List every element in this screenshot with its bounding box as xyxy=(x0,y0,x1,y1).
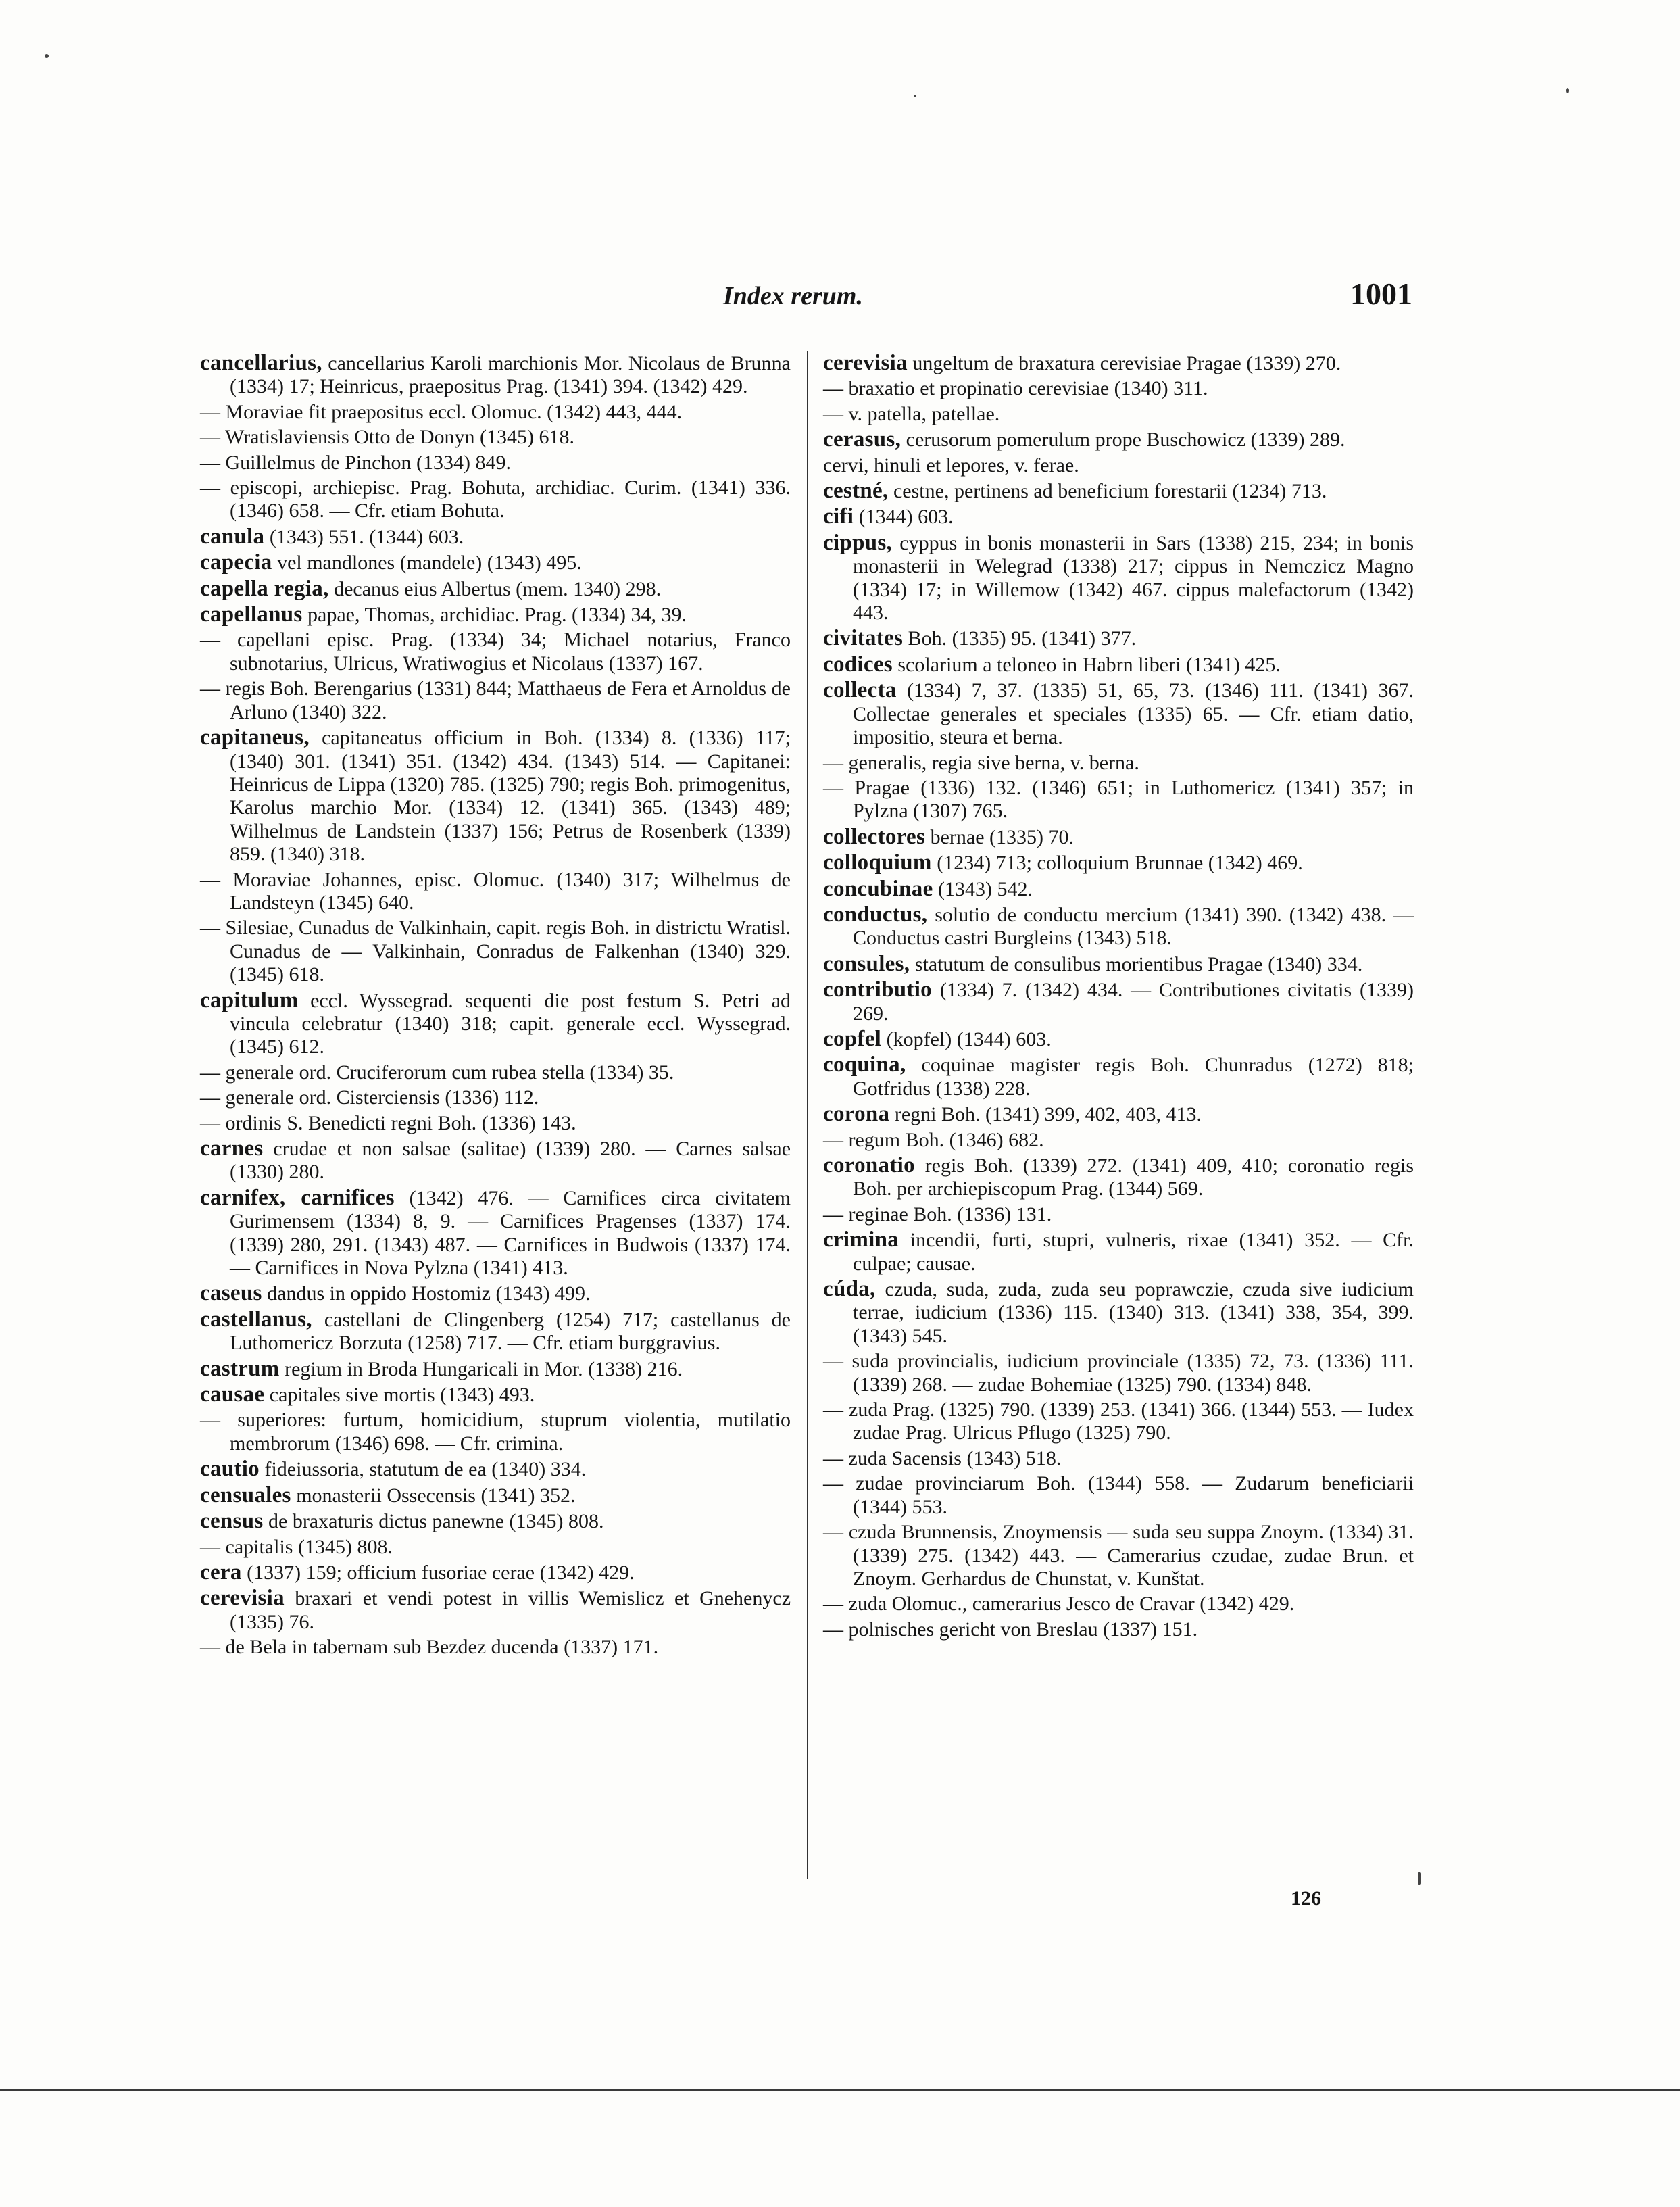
index-entry-text: — capellani episc. Prag. (1334) 34; Michael notarius, Franco subnotarius, Ulricus, Wratiwogius et Nicolaus (1337) 167. xyxy=(200,629,791,675)
index-entry xyxy=(823,1278,1414,1348)
index-entry xyxy=(823,1350,1414,1397)
index-entry-text: (1344) 603. xyxy=(858,506,954,529)
index-entry-text: — suda provincialis, iudicium provinciale (1335) 72, 73. (1336) 111. (1339) 268. — zudae Bohemiae (1325) 790. (1334) 848. xyxy=(823,1350,1414,1396)
index-entry xyxy=(823,752,1414,775)
index-entry xyxy=(200,1509,791,1533)
index-entry-text: fideiussoria, statutum de ea (1340) 334. xyxy=(264,1458,587,1481)
index-lemma: coronatio xyxy=(823,1153,915,1178)
index-entry-text: bernae (1335) 70. xyxy=(930,825,1074,848)
index-entry xyxy=(823,1027,1414,1051)
index-entry-text: Boh. (1335) 95. (1341) 377. xyxy=(908,627,1137,650)
index-entry xyxy=(200,1586,791,1634)
index-entry xyxy=(200,1484,791,1507)
index-lemma: civitates xyxy=(823,626,904,651)
index-entry-text: czuda, suda, zuda, zuda seu poprawczie, czuda sive iudicium terrae, iudicium (1336) 115. (1340) 313. (1341) 338, 354, 399. (1343) 545. xyxy=(853,1278,1414,1347)
index-entry-text: castellani de Clingenberg (1254) 717; castellanus de Luthomericz Borzuta (1258) 717. — Cfr. etiam burggravius. xyxy=(230,1308,791,1355)
index-entry xyxy=(823,351,1414,375)
index-entry-text: — ordinis S. Benedicti regni Boh. (1336) 143. xyxy=(200,1111,576,1134)
index-entry-text: de braxaturis dictus panewne (1345) 808. xyxy=(268,1510,604,1533)
index-entry xyxy=(823,1593,1414,1616)
index-entry-text: scolarium a teloneo in Habrn liberi (1341) 425. xyxy=(897,653,1281,676)
index-lemma: collecta xyxy=(823,678,897,703)
ink-speck xyxy=(914,95,916,97)
index-lemma: carnes xyxy=(200,1136,264,1161)
index-lemma: contributio xyxy=(823,977,932,1002)
index-entry xyxy=(200,1357,791,1381)
index-entry xyxy=(200,603,791,627)
index-lemma: censuales xyxy=(200,1482,291,1507)
index-entry xyxy=(823,777,1414,823)
index-lemma: copfel xyxy=(823,1026,882,1051)
index-lemma: cippus, xyxy=(823,530,893,555)
index-entry xyxy=(823,1203,1414,1226)
index-entry-text: braxari et vendi potest in villis Wemislicz et Gnehenycz (1335) 76. xyxy=(230,1587,791,1633)
index-lemma: cera xyxy=(200,1559,242,1584)
index-lemma: causae xyxy=(200,1382,265,1407)
index-entry xyxy=(200,1282,791,1305)
index-entry xyxy=(200,1061,791,1084)
index-lemma: concubinae xyxy=(823,876,933,901)
index-entry xyxy=(200,577,791,601)
index-lemma: castrum xyxy=(200,1356,280,1381)
index-entry-text: papae, Thomas, archidiac. Prag. (1334) 34, 39. xyxy=(307,604,687,627)
index-entry xyxy=(823,1521,1414,1591)
index-entry xyxy=(823,1618,1414,1641)
index-entry xyxy=(823,1228,1414,1276)
index-entry-text: — de Bela in tabernam sub Bezdez ducenda (1337) 171. xyxy=(200,1636,659,1659)
index-entry-text: (1343) 542. xyxy=(938,877,1033,900)
index-entry xyxy=(200,426,791,449)
index-entry-text: regium in Broda Hungaricali in Mor. (1338) 216. xyxy=(285,1357,683,1380)
index-entry-text: — Guillelmus de Pinchon (1334) 849. xyxy=(200,451,511,474)
page-edge-line xyxy=(0,2089,1680,2091)
index-lemma: cerasus, xyxy=(823,427,901,452)
index-entry xyxy=(823,627,1414,650)
signature-mark: 126 xyxy=(1291,1887,1321,1910)
index-entry xyxy=(200,477,791,523)
index-entry xyxy=(200,1536,791,1559)
index-lemma: coquina, xyxy=(823,1052,906,1077)
index-entry xyxy=(823,679,1414,749)
index-entry xyxy=(200,677,791,724)
index-entry-text: — v. patella, patellae. xyxy=(823,402,1000,425)
index-entry xyxy=(200,629,791,675)
index-entry-text: — generalis, regia sive berna, v. berna. xyxy=(823,751,1139,774)
index-lemma: capella regia, xyxy=(200,576,329,601)
index-entry-text: — zuda Prag. (1325) 790. (1339) 253. (1341) 366. (1344) 553. — Iudex zudae Prag. Ulricus Pflugo (1325) 790. xyxy=(823,1399,1414,1445)
index-entry xyxy=(200,351,791,399)
index-entry-text: — Moraviae fit praepositus eccl. Olomuc. (1342) 443, 444. xyxy=(200,400,683,423)
index-entry-text: — czuda Brunnensis, Znoymensis — suda seu suppa Znoym. (1334) 31. (1339) 275. (1342) 443. — Camerarius czudae, zudae Brun. et Znoym. Gerhardus de Chunstat, v. Kunštat. xyxy=(823,1521,1414,1590)
index-lemma: caseus xyxy=(200,1281,262,1306)
index-entry-text: ungeltum de braxatura cerevisiae Pragae (1339) 270. xyxy=(912,352,1341,374)
page-number: 1001 xyxy=(1350,276,1412,311)
index-entry xyxy=(823,479,1414,503)
index-lemma: collectores xyxy=(823,824,926,849)
index-lemma: cerevisia xyxy=(823,351,908,375)
index-entry-text: cervi, hinuli et lepores, v. ferae. xyxy=(823,454,1079,477)
index-entry-text: statutum de consulibus morientibus Pragae (1340) 334. xyxy=(914,952,1363,975)
index-entry xyxy=(200,525,791,549)
index-entry xyxy=(200,869,791,915)
index-lemma: crimina xyxy=(823,1228,899,1253)
index-lemma: capecia xyxy=(200,550,272,575)
index-entry xyxy=(200,917,791,986)
index-entry-text: dandus in oppido Hostomiz (1343) 499. xyxy=(267,1282,591,1305)
index-entry xyxy=(200,1636,791,1659)
index-entry-text: capitaneatus officium in Boh. (1334) 8. (1336) 117; (1340) 301. (1341) 351. (1342) 434. (1343) 514. — Capitanei: Heinricus de Lippa (1320) 785. (1325) 790; regis Boh. primogenitus, Karolus marchio Mor. (1334) 12. (1341) 365. (1343) 489; Wilhelmus de Landstein (1337) 156; Petrus de Rosenberk (1339) 859. (1340) 318. xyxy=(230,727,791,866)
index-entry-text: decanus eius Albertus (mem. 1340) 298. xyxy=(334,577,662,600)
index-lemma: conductus, xyxy=(823,902,928,927)
index-entry xyxy=(200,551,791,575)
index-entry-text: vel mandlones (mandele) (1343) 495. xyxy=(277,552,582,575)
index-entry xyxy=(200,1112,791,1135)
index-entry xyxy=(200,1086,791,1109)
index-entry xyxy=(823,428,1414,452)
index-entry xyxy=(823,952,1414,976)
index-entry-text: — polnisches gericht von Breslau (1337) 151. xyxy=(823,1618,1198,1641)
page-header xyxy=(203,276,1412,316)
index-entry xyxy=(823,531,1414,625)
index-entry-text: cancellarius Karoli marchionis Mor. Nicolaus de Brunna (1334) 17; Heinricus, praepositus Prag. (1341) 394. (1342) 429. xyxy=(230,352,791,398)
running-title: Index rerum. xyxy=(723,282,863,310)
index-entry-text: — generale ord. Cruciferorum cum rubea stella (1334) 35. xyxy=(200,1061,674,1084)
index-entry-text: — Moraviae Johannes, episc. Olomuc. (1340) 317; Wilhelmus de Landsteyn (1345) 640. xyxy=(200,868,791,914)
index-entry-text: (kopfel) (1344) 603. xyxy=(886,1027,1052,1050)
index-entry-text: — braxatio et propinatio cerevisiae (1340) 311. xyxy=(823,377,1208,400)
index-entry xyxy=(823,505,1414,529)
index-entry xyxy=(200,1457,791,1481)
index-lemma: codices xyxy=(823,652,893,677)
ink-speck xyxy=(1566,88,1569,93)
index-lemma: colloquium xyxy=(823,850,932,875)
index-entry-text: cerusorum pomerulum prope Buschowicz (1339) 289. xyxy=(906,429,1345,452)
index-lemma: consules, xyxy=(823,951,910,976)
index-lemma: capitulum xyxy=(200,988,299,1013)
index-entry-text: cyppus in bonis monasterii in Sars (1338) 215, 234; in bonis monasterii in Welegrad (1338) 217; cippus in Nemczicz Magno (1334) 17; in Willemow (1342) 467. cippus malefactorum (1342) 443. xyxy=(853,531,1414,625)
index-entry xyxy=(200,1561,791,1584)
index-entry-text: — regis Boh. Berengarius (1331) 844; Matthaeus de Fera et Arnoldus de Arluno (1340) 322. xyxy=(200,677,791,723)
ink-speck xyxy=(45,54,49,58)
index-lemma: castellanus, xyxy=(200,1307,312,1332)
index-entry-text: (1334) 7, 37. (1335) 51, 65, 73. (1346) 111. (1341) 367. Collectae generales et speciales (1335) 65. — Cfr. etiam datio, impositio, steura et berna. xyxy=(853,679,1414,749)
index-entry-text: — Wratislaviensis Otto de Donyn (1345) 618. xyxy=(200,426,575,449)
index-lemma: cautio xyxy=(200,1457,260,1482)
index-lemma: cestné, xyxy=(823,479,889,504)
index-entry-text: — generale ord. Cisterciensis (1336) 112. xyxy=(200,1086,539,1109)
index-entry-text: — zuda Olomuc., camerarius Jesco de Cravar (1342) 429. xyxy=(823,1593,1295,1616)
index-entry-text: solutio de conductu mercium (1341) 390. (1342) 438. — Conductus castri Burgleins (1343) 518. xyxy=(853,903,1414,950)
index-lemma: cerevisia xyxy=(200,1586,285,1611)
index-lemma: cifi xyxy=(823,504,854,529)
index-lemma: corona xyxy=(823,1102,890,1127)
index-entry-text: coquinae magister regis Boh. Chunradus (1272) 818; Gotfridus (1338) 228. xyxy=(853,1054,1414,1100)
index-entry xyxy=(823,377,1414,400)
index-entry-text: — capitalis (1345) 808. xyxy=(200,1535,393,1558)
index-lemma: census xyxy=(200,1509,264,1534)
index-entry-text: eccl. Wyssegrad. sequenti die post festum S. Petri ad vincula celebratur (1340) 318; capit. generale eccl. Wyssegrad. (1345) 612. xyxy=(230,989,791,1059)
index-entry xyxy=(823,877,1414,901)
index-entry xyxy=(200,1409,791,1455)
index-entry-text: — zuda Sacensis (1343) 518. xyxy=(823,1447,1062,1470)
index-entry xyxy=(823,978,1414,1025)
index-entry xyxy=(200,1137,791,1184)
index-entry xyxy=(823,903,1414,950)
index-entry-text: (1337) 159; officium fusoriae cerae (1342) 429. xyxy=(247,1561,635,1584)
index-entry xyxy=(200,1186,791,1280)
index-entry xyxy=(823,1129,1414,1152)
index-entry xyxy=(823,825,1414,849)
index-entry xyxy=(823,653,1414,677)
index-entry-text: (1343) 551. (1344) 603. xyxy=(269,525,464,548)
index-column-right xyxy=(823,351,1414,1643)
ink-speck xyxy=(1418,1872,1421,1885)
index-entry xyxy=(823,851,1414,875)
column-divider xyxy=(807,351,808,1879)
index-entry xyxy=(823,403,1414,426)
index-entry-text: crudae et non salsae (salitae) (1339) 280. — Carnes salsae (1330) 280. xyxy=(230,1138,791,1184)
index-entry xyxy=(823,1447,1414,1470)
index-entry xyxy=(823,1053,1414,1100)
index-entry-text: — episcopi, archiepisc. Prag. Bohuta, archidiac. Curim. (1341) 336. (1346) 658. — Cfr. etiam Bohuta. xyxy=(200,477,791,523)
index-entry xyxy=(200,452,791,475)
index-entry-text: (1342) 476. — Carnifices circa civitatem Gurimensem (1334) 8, 9. — Carnifices Pragenses (1337) 174. (1339) 280, 291. (1343) 487. — Carnifices in Budwois (1337) 174. — Carnifices in Nova Pylzna (1341) 413. xyxy=(230,1186,791,1280)
index-entry-text: regis Boh. (1339) 272. (1341) 409, 410; coronatio regis Boh. per archiepiscopum Prag. (1344) 569. xyxy=(853,1155,1414,1200)
index-entry-text: incendii, furti, stupri, vulneris, rixae (1341) 352. — Cfr. culpae; causae. xyxy=(853,1229,1414,1275)
index-entry xyxy=(200,1383,791,1407)
index-entry xyxy=(200,401,791,424)
index-entry xyxy=(823,1399,1414,1445)
index-lemma: capitaneus, xyxy=(200,725,310,750)
index-entry-text: regni Boh. (1341) 399, 402, 403, 413. xyxy=(894,1103,1202,1126)
index-entry xyxy=(823,454,1414,477)
index-entry xyxy=(200,726,791,866)
index-entry-text: (1234) 713; colloquium Brunnae (1342) 469. xyxy=(937,852,1303,875)
index-column-left xyxy=(200,351,791,1662)
index-entry-text: — zudae provinciarum Boh. (1344) 558. — Zudarum beneficiarii (1344) 553. xyxy=(823,1472,1414,1518)
index-entry-text: — regum Boh. (1346) 682. xyxy=(823,1128,1044,1151)
index-lemma: cúda, xyxy=(823,1277,876,1302)
index-entry-text: cestne, pertinens ad beneficium forestarii (1234) 713. xyxy=(893,480,1327,503)
index-entry-text: — Silesiae, Cunadus de Valkinhain, capit. regis Boh. in districtu Wratisl. Cunadus de — Valkinhain, Conradus de Falkenhan (1340) 329. (1345) 618. xyxy=(200,917,791,986)
index-lemma: canula xyxy=(200,524,265,549)
index-entry xyxy=(823,1154,1414,1201)
index-entry-text: capitales sive mortis (1343) 493. xyxy=(269,1384,535,1407)
index-entry xyxy=(823,1102,1414,1126)
index-entry-text: — Pragae (1336) 132. (1346) 651; in Luthomericz (1341) 357; in Pylzna (1307) 765. xyxy=(823,776,1414,823)
index-lemma: carnifex, carnifices xyxy=(200,1185,395,1210)
index-entry-text: monasterii Ossecensis (1341) 352. xyxy=(296,1484,576,1507)
index-entry xyxy=(823,1472,1414,1519)
index-entry-text: — superiores: furtum, homicidium, stuprum violentia, mutilatio membrorum (1346) 698. — Cfr. crimina. xyxy=(200,1409,791,1455)
index-lemma: cancellarius, xyxy=(200,351,322,375)
index-lemma: capellanus xyxy=(200,602,303,627)
index-entry-text: — reginae Boh. (1336) 131. xyxy=(823,1203,1052,1226)
index-entry xyxy=(200,989,791,1059)
index-entry-text: (1334) 7. (1342) 434. — Contributiones civitatis (1339) 269. xyxy=(853,979,1414,1025)
index-entry xyxy=(200,1308,791,1355)
